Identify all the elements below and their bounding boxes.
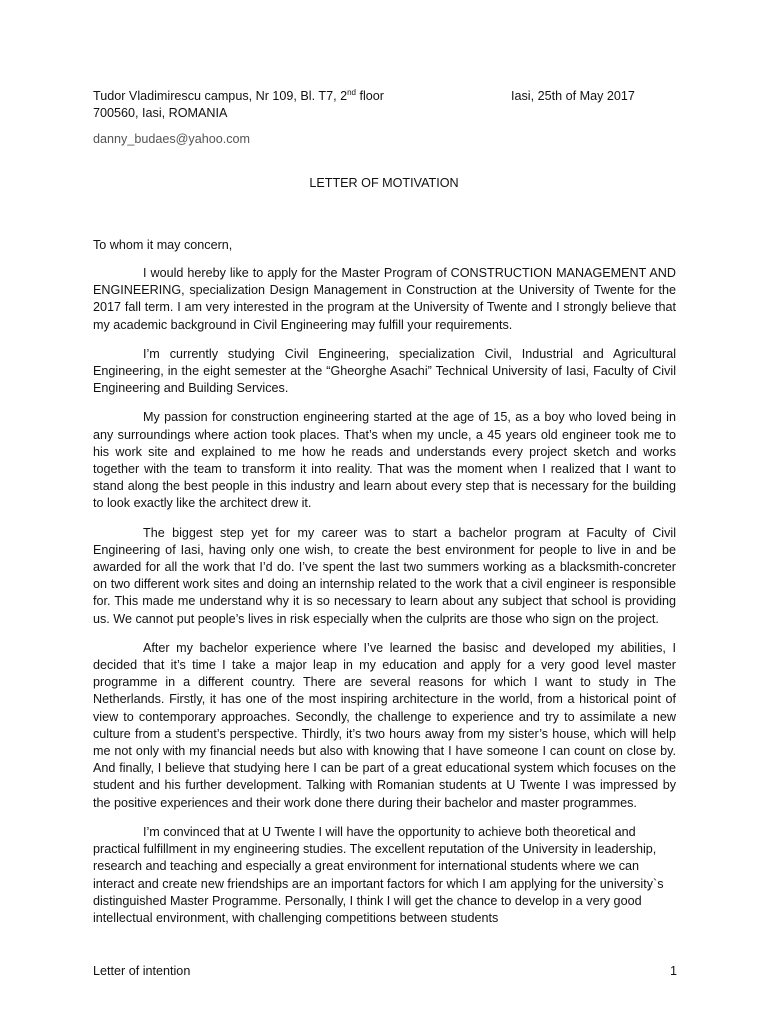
- salutation: To whom it may concern,: [93, 238, 233, 252]
- paragraph-3: My passion for construction engineering started at the age of 15, as a boy who loved being in any surroundings where action took places. That’s when my uncle, a 45 years old engineer took me to his work site and explained to me how he reads and understands every project sketch and works together with the team to transform it into reality. That was the moment when I realized that I want to stand along the best people in this industry and learn about every step that is necessary for the building to look exactly like the architect drew it.: [93, 410, 676, 511]
- paragraph-4: The biggest step yet for my career was to start a bachelor program at Faculty of Civil Engineering of Iasi, having only one wish, to create the best environment for people to live in and be awarded for all the work that I’d do. I’ve spent the last two summers working as a blacksmith-concreter on two different work sites and doing an internship related to the work that a civil engineer is responsible for. This made me understand why it is so necessary to learn about any subject that school is providing us. We cannot put people’s lives in risk especially when the culprits are those who sign on the project.: [93, 525, 676, 626]
- paragraph-5: After my bachelor experience where I’ve learned the basisc and developed my abilities, I decided that it’s time I take a major leap in my education and apply for a very good level master programme in a different country. There are several reasons for which I want to study in The Netherlands. Firstly, it has one of the most inspiring architecture in the world, from a historical point of view to contemporary approaches. Secondly, the challenge to experience and try to assimilate a new culture from a student’s perspective. Thirdly, it’s two hours away from my sister’s house, which will help me not only with my financial needs but also with knowing that I have someone I can count on close by. And finally, I believe that studying here I can be part of a great educational system which focuses on the student and his further development. Talking with Romanian students at U Twente I was impressed by the positive experiences and their work done there during their bachelor and master programmes.: [93, 640, 676, 810]
- paragraph-1: I would hereby like to apply for the Master Program of CONSTRUCTION MANAGEMENT AND ENGINEERING, specialization Design Management in Construction at the University of Twente for the 2017 fall term. I am very interested in the program at the University of Twente and I strongly believe that my academic background in Civil Engineering may fulfill your requirements.: [93, 266, 676, 332]
- page-number: 1: [670, 964, 678, 978]
- paragraph-2: I’m currently studying Civil Engineering, specialization Civil, Industrial and Agricultural Engineering, in the eight semester at the “Gheorghe Asachi” Technical University of Iasi, Faculty of Civil Engineering and Building Services.: [93, 346, 676, 396]
- letter-title: LETTER OF MOTIVATION: [309, 176, 459, 190]
- letter-body: [93, 265, 676, 939]
- footer-label: Letter of intention: [93, 964, 191, 978]
- address-line-2: 700560, Iasi, ROMANIA: [93, 106, 228, 120]
- paragraph-6: I’m convinced that at U Twente I will have the opportunity to achieve both theoretical and practical fulfillment in my engineering studies. The excellent reputation of the University in leadership, research and teaching and especially a great environment for international students where we can interact and create new friendships are an important factors for which I am applying for the university`s distinguished Master Programme. Personally, I think I will get the chance to develop in a very good intellectual environment, with challenging competitions between students: [93, 824, 664, 925]
- sender-email: danny_budaes@yahoo.com: [93, 132, 251, 146]
- letter-date: Iasi, 25th of May 2017: [511, 89, 635, 103]
- sender-address: [93, 88, 384, 122]
- address-line-1: Tudor Vladimirescu campus, Nr 109, Bl. T7, 2nd floor: [93, 87, 384, 103]
- ordinal-suffix: nd: [347, 87, 356, 97]
